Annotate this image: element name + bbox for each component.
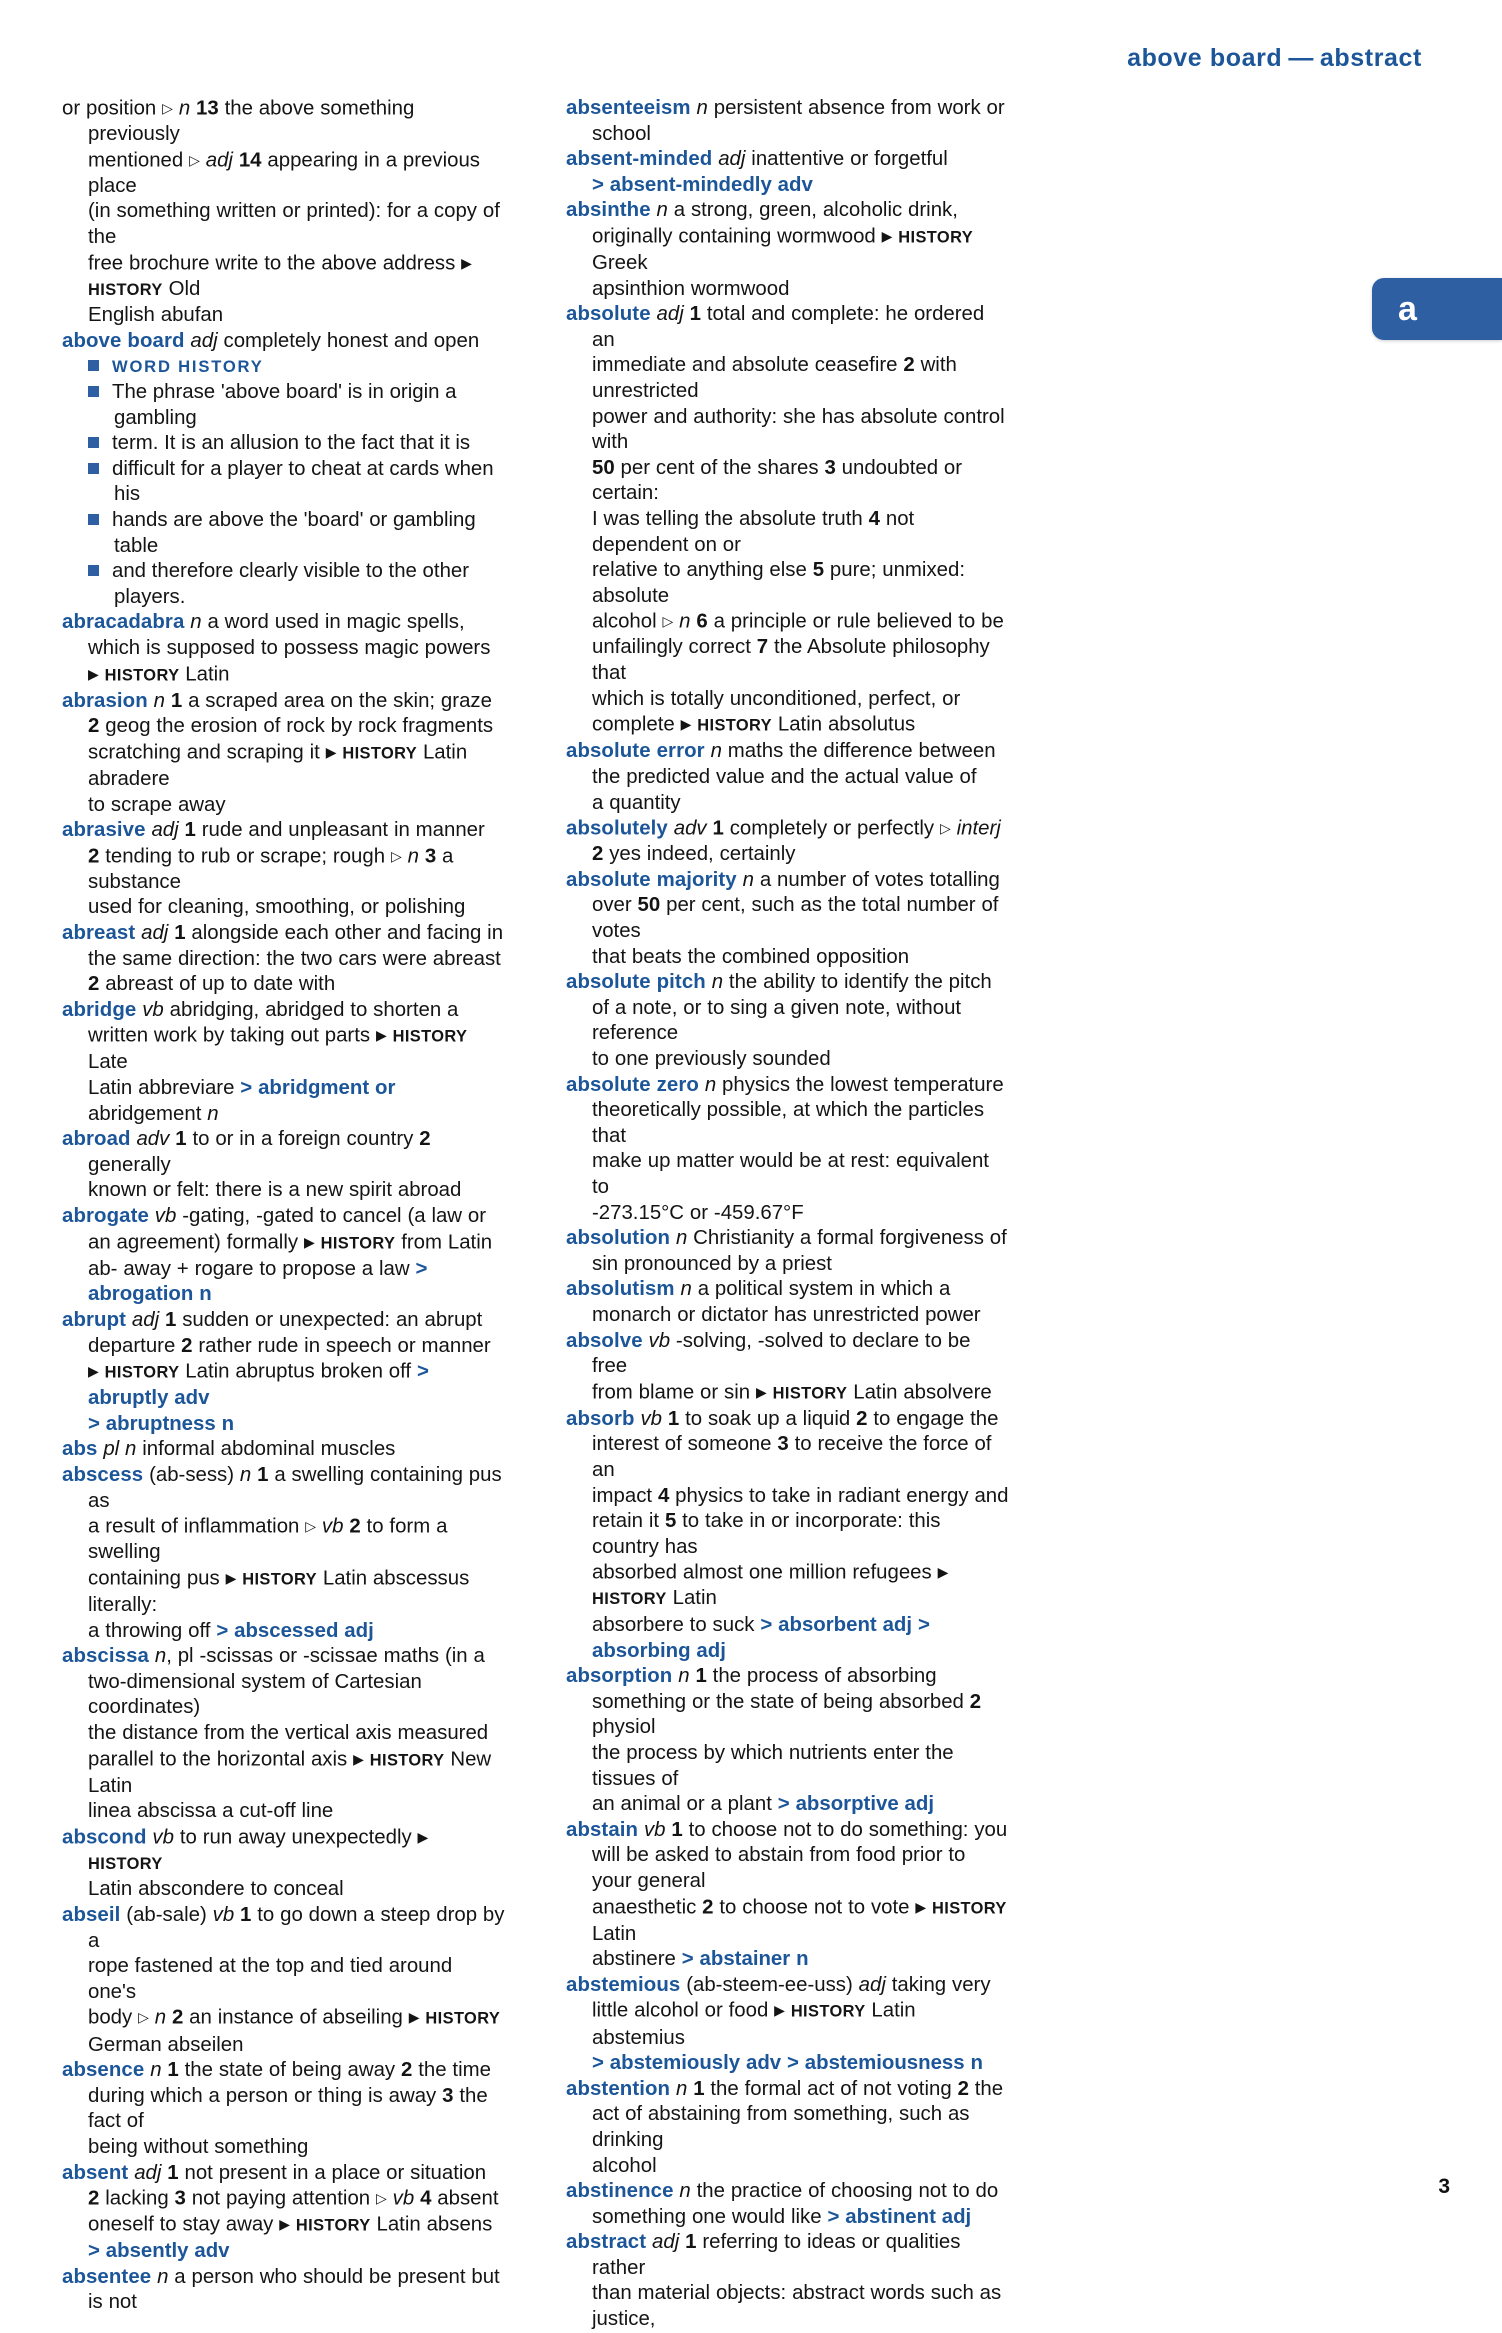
entry-headline: abrupt adj 1 sudden or unexpected: an abrupt: [62, 1308, 483, 1331]
entry-line: something one would like > abstinent adj: [592, 2205, 972, 2228]
entry-headline: absolutely adv 1 completely or perfectly ▷ interj: [566, 817, 1001, 840]
entry-line: linea abscissa a cut-off line: [88, 1800, 334, 1823]
entry-abscess: [62, 1463, 506, 1644]
entry-line: immediate and absolute ceasefire 2 with unrestricted: [592, 354, 957, 403]
entry-abroad: [62, 1127, 506, 1204]
entry-line: which is totally unconditioned, perfect, or: [592, 687, 961, 710]
entry-absentee: [62, 2265, 506, 2316]
entry-abrasive: [62, 818, 506, 921]
running-head-right: abstract: [1319, 44, 1422, 72]
entry-line: a result of inflammation ▷ vb 2 to form a swelling: [88, 1515, 448, 1564]
entry-line: 2 geog the erosion of rock by rock fragments: [88, 715, 494, 738]
entry-absolute: [566, 302, 1010, 739]
square-bullet-icon: [88, 386, 99, 397]
entry-line: (in something written or printed): for a copy of the: [88, 200, 500, 248]
entry-headline: absence n 1 the state of being away 2 the time: [62, 2059, 491, 2082]
entry-line: free brochure write to the above address ▶ HISTORY Old: [88, 252, 472, 300]
entry-abstemious: [566, 1973, 1010, 2077]
entry-line: German abseilen: [88, 2033, 244, 2056]
entry-abs: [62, 1437, 506, 1463]
entry-line: Latin abbreviare > abridgment or abridgement n: [88, 1077, 396, 1125]
entry-above-board: [62, 329, 506, 355]
entry-line: alcohol: [592, 2154, 657, 2177]
entry-headline: absenteeism n persistent absence from work or: [566, 97, 1005, 119]
entry-headline: abroad adv 1 to or in a foreign country 2 generally: [62, 1128, 431, 1176]
entry-headline: absolute zero n physics the lowest temperature: [566, 1073, 1004, 1096]
entry-abseil: [62, 1903, 506, 2058]
column-right: [566, 96, 1010, 2333]
entry-line: 2 abreast of up to date with: [88, 973, 336, 996]
entry-line: known or felt: there is a new spirit abroad: [88, 1179, 462, 1202]
entry-line: being without something: [88, 2135, 309, 2158]
entry-abrogate: [62, 1204, 506, 1308]
entry-line: written work by taking out parts ▶ HISTORY Late: [88, 1024, 468, 1074]
entry-line: power and authority: she has absolute control with: [592, 405, 1005, 454]
thumb-tab-letter: a: [1398, 290, 1417, 328]
entry-headline: abrasion n 1 a scraped area on the skin; graze: [62, 689, 492, 712]
entry-absorption: [566, 1664, 1010, 1818]
entry-line: Latin abscondere to conceal: [88, 1878, 344, 1901]
entry-line: than material objects: abstract words such as justice,: [592, 2282, 1002, 2331]
entry-headline: absorption n 1 the process of absorbing: [566, 1665, 937, 1688]
entry-absolute-pitch: [566, 970, 1010, 1072]
entry-line: alcohol ▷ n 6 a principle or rule believed to be: [592, 610, 1004, 633]
entry-headline: abstract adj 1 referring to ideas or qualities rather: [566, 2231, 961, 2279]
entry-line: > absent-mindedly adv: [592, 173, 813, 196]
word-history-line: and therefore clearly visible to the other players.: [88, 559, 506, 610]
entry-headline: abseil (ab-sale) vb 1 to go down a steep drop by a: [62, 1904, 505, 1952]
entry-headline: absinthe n a strong, green, alcoholic drink,: [566, 199, 958, 222]
entry-line: something or the state of being absorbed 2 physiol: [592, 1690, 982, 1739]
entry-line: departure 2 rather rude in speech or manner: [88, 1334, 491, 1357]
entry-line: scratching and scraping it ▶ HISTORY Latin abradere: [88, 741, 468, 790]
entry-line: body ▷ n 2 an instance of abseiling ▶ HISTORY: [88, 2006, 501, 2029]
entry-line: sin pronounced by a priest: [592, 1252, 832, 1275]
running-head-left: above board: [1127, 44, 1283, 72]
entry-absorb: [566, 1407, 1010, 1664]
entry-headline: abreast adj 1 alongside each other and facing in: [62, 922, 504, 944]
entry-headline: absorb vb 1 to soak up a liquid 2 to engage the: [566, 1407, 999, 1430]
entry-line: from blame or sin ▶ HISTORY Latin absolvere: [592, 1381, 992, 1404]
word-history-line: term. It is an allusion to the fact that it is: [88, 431, 506, 457]
entry-line: unfailingly correct 7 the Absolute philosophy that: [592, 636, 990, 685]
entry-line: to one previously sounded: [592, 1047, 831, 1070]
word-history-box: [62, 354, 506, 610]
entry-abridge: [62, 998, 506, 1127]
square-bullet-icon: [88, 360, 99, 371]
entry-line: 50 per cent of the shares 3 undoubted or certain:: [592, 456, 963, 505]
entry-absolute-zero: [566, 1073, 1010, 1227]
entry-line: absorbere to suck > absorbent adj > absorbing adj: [592, 1614, 930, 1662]
entry-line: oneself to stay away ▶ HISTORY Latin absens: [88, 2213, 493, 2236]
entry-line: the predicted value and the actual value of: [592, 765, 977, 788]
entry-line: will be asked to abstain from food prior to your general: [592, 1844, 966, 1892]
entry-word-history-box: [62, 354, 506, 610]
entry-line: to scrape away: [88, 793, 226, 816]
entry-headline: abrasive adj 1 rude and unpleasant in manner: [62, 819, 485, 842]
entry-absolutism: [566, 1277, 1010, 1328]
entry-line: theoretically possible, at which the particles that: [592, 1099, 985, 1147]
entry-headline: abstinence n the practice of choosing not to do: [566, 2180, 999, 2203]
entry-line: over 50 per cent, such as the total number of votes: [592, 894, 999, 942]
entry-line: mentioned ▷ adj 14 appearing in a previous place: [88, 149, 480, 197]
word-history-line: hands are above the 'board' or gambling table: [88, 508, 506, 559]
entry-line: used for cleaning, smoothing, or polishing: [88, 896, 466, 919]
entry-headline: abscond vb to run away unexpectedly ▶ HISTORY: [62, 1826, 429, 1873]
entry-line: monarch or dictator has unrestricted power: [592, 1303, 981, 1326]
entry-line: that beats the combined opposition: [592, 945, 910, 968]
entry-line: parallel to the horizontal axis ▶ HISTORY New Latin: [88, 1748, 492, 1797]
entry-line: little alcohol or food ▶ HISTORY Latin abstemius: [592, 1999, 916, 2049]
running-head: [1127, 44, 1422, 73]
entry-headline: abscess (ab-sess) n 1 a swelling containing pus as: [62, 1463, 502, 1512]
entry-line: an agreement) formally ▶ HISTORY from Latin: [88, 1231, 493, 1254]
entry-line: > absently adv: [88, 2240, 230, 2263]
entry-line: abstinere > abstainer n: [592, 1948, 809, 1971]
entry-headline: abscissa n, pl -scissas or -scissae maths (in a: [62, 1645, 485, 1668]
entry-line: during which a person or thing is away 3 the fact of: [88, 2084, 488, 2133]
square-bullet-icon: [88, 514, 99, 525]
entry-absolve: [566, 1329, 1010, 1407]
square-bullet-icon: [88, 437, 99, 448]
entry-abracadabra: [62, 610, 506, 688]
entry-absolution: [566, 1226, 1010, 1277]
entry-headline: above board adj completely honest and open: [62, 329, 480, 352]
entry-line: > abstemiously adv > abstemiousness n: [592, 2052, 983, 2075]
entry-headline: absent adj 1 not present in a place or situation: [62, 2161, 487, 2184]
entry-line: containing pus ▶ HISTORY Latin abscessus literally:: [88, 1567, 470, 1616]
entry-headline: abrogate vb -gating, -gated to cancel (a law or: [62, 1205, 487, 1228]
entry-line: of a note, or to sing a given note, without reference: [592, 996, 962, 1045]
entry-headline: abracadabra n a word used in magic spells,: [62, 611, 465, 634]
entry-headline: absolute pitch n the ability to identify the pitch: [566, 971, 992, 994]
entry-headline: abstemious (ab-steem-ee-uss) adj taking very: [566, 1973, 991, 1996]
entry-absolutely: [566, 816, 1010, 868]
entry-line: an animal or a plant > absorptive adj: [592, 1793, 935, 1816]
entry-line: ▶ HISTORY Latin: [88, 663, 230, 686]
entry-line: impact 4 physics to take in radiant energy and: [592, 1484, 1009, 1507]
entry-line: ▶ HISTORY Latin abruptus broken off > abruptly adv: [88, 1360, 429, 1410]
entry-headline: absent-minded adj inattentive or forgetful: [566, 148, 948, 171]
entry-abscissa: [62, 1644, 506, 1825]
entry-headline: abs pl n informal abdominal muscles: [62, 1438, 396, 1461]
entry-headline: absolute majority n a number of votes totalling: [566, 868, 1000, 891]
page-number: 3: [1438, 2175, 1450, 2198]
entry-above-continued: [62, 96, 506, 329]
entry-headline: abridge vb abridging, abridged to shorten a: [62, 998, 459, 1021]
entry-line: rope fastened at the top and tied around one's: [88, 1955, 453, 2003]
entry-headline: absentee n a person who should be present but: [62, 2265, 500, 2288]
entry-headline: abstention n 1 the formal act of not voting 2 the: [566, 2077, 1004, 2100]
entry-absenteeism: [566, 96, 1010, 147]
entry-headline: absolutism n a political system in which a: [566, 1278, 951, 1301]
entry-line: absorbed almost one million refugees ▶ HISTORY Latin: [592, 1561, 949, 1610]
entry-headline: absolve vb -solving, -solved to declare to be free: [566, 1329, 971, 1378]
entry-line: 2 yes indeed, certainly: [592, 843, 796, 866]
entry-line: retain it 5 to take in or incorporate: this country has: [592, 1510, 941, 1558]
entry-line: the distance from the vertical axis measured: [88, 1721, 489, 1744]
entry-line: is not: [88, 2291, 137, 2314]
entry-line: complete ▶ HISTORY Latin absolutus: [592, 713, 916, 736]
entry-line: the same direction: the two cars were abreast: [88, 947, 501, 970]
entry-abreast: [62, 921, 506, 998]
entry-abscond: [62, 1825, 506, 1903]
square-bullet-icon: [88, 565, 99, 576]
entry-headline: absolution n Christianity a formal forgiveness of: [566, 1227, 1007, 1250]
entry-line: originally containing wormwood ▶ HISTORY Greek: [592, 225, 974, 275]
entry-line: English abufan: [88, 304, 224, 327]
entry-line: a throwing off > abscessed adj: [88, 1619, 374, 1642]
entry-abstinence: [566, 2179, 1010, 2230]
entry-line: apsinthion wormwood: [592, 277, 790, 300]
entry-line: act of abstaining from something, such as drinking: [592, 2103, 970, 2151]
entry-abstain: [566, 1818, 1010, 1973]
entry-line: > abruptness n: [88, 1412, 235, 1435]
word-history-title: WORD HISTORY: [88, 354, 506, 380]
entry-headline: absolute error n maths the difference between: [566, 740, 996, 763]
entry-abstention: [566, 2077, 1010, 2179]
entry-line: the process by which nutrients enter the tissues of: [592, 1742, 954, 1790]
entry-line: make up matter would be at rest: equivalent to: [592, 1150, 989, 1198]
entry-absence: [62, 2058, 506, 2160]
entry-absinthe: [566, 198, 1010, 302]
entry-line: anaesthetic 2 to choose not to vote ▶ HISTORY Latin: [592, 1896, 1007, 1945]
running-head-dash: —: [1288, 44, 1314, 72]
entry-line: a quantity: [592, 791, 681, 814]
entry-line: interest of someone 3 to receive the force of an: [592, 1433, 992, 1481]
word-history-line: The phrase 'above board' is in origin a gambling: [88, 380, 506, 431]
entry-abrupt: [62, 1308, 506, 1437]
entry-headline: or position ▷ n 13 the above something previously: [62, 97, 415, 146]
entry-line: 2 tending to rub or scrape; rough ▷ n 3 a substance: [88, 845, 454, 893]
entry-absolute-error: [566, 739, 1010, 816]
entry-abrasion: [62, 689, 506, 818]
entry-absent-minded: [566, 147, 1010, 198]
column-left: [62, 96, 506, 2333]
entry-line: which is supposed to possess magic powers: [88, 636, 491, 659]
entry-line: relative to anything else 5 pure; unmixed: absolute: [592, 559, 965, 607]
entry-line: ab- away + rogare to propose a law > abrogation n: [88, 1257, 428, 1306]
word-history-line: difficult for a player to cheat at cards when his: [88, 457, 506, 508]
entry-headline: absolute adj 1 total and complete: he ordered an: [566, 303, 985, 351]
entry-absolute-majority: [566, 868, 1010, 970]
entry-line: I was telling the absolute truth 4 not dependent on or: [592, 508, 915, 556]
entry-line: -273.15°C or -459.67°F: [592, 1201, 804, 1224]
entry-line: two-dimensional system of Cartesian coordinates): [88, 1670, 422, 1719]
entry-line: 2 lacking 3 not paying attention ▷ vb 4 absent: [88, 2187, 499, 2210]
entry-line: school: [592, 122, 651, 145]
entry-headline: abstain vb 1 to choose not to do something: you: [566, 1818, 1008, 1841]
square-bullet-icon: [88, 463, 99, 474]
entry-abstract: [566, 2230, 1010, 2332]
columns-container: [62, 96, 1442, 2333]
entry-absent: [62, 2161, 506, 2265]
